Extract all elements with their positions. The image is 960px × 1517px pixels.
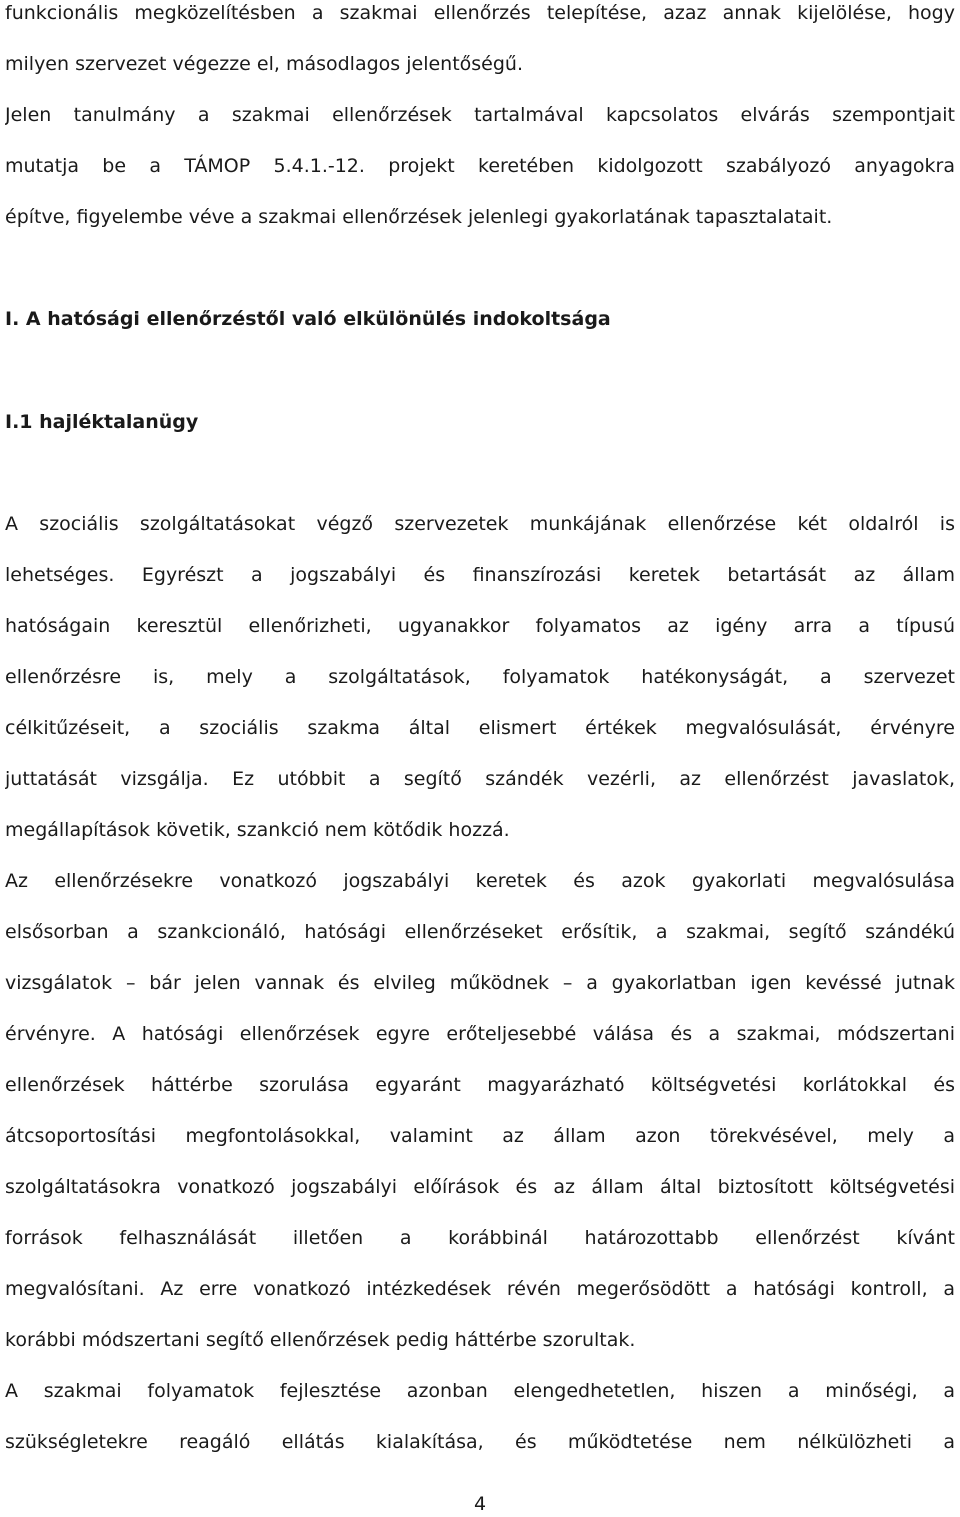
paragraph-line: építve, figyelembe véve a szakmai ellenőrzések jelenlegi gyakorlatának tapasztalatait.	[5, 206, 833, 228]
body-line: korábbi módszertani segítő ellenőrzések pedig háttérbe szorultak.	[5, 1329, 636, 1351]
body-line: források felhasználását illetően a korábbinál határozottabb ellenőrzést kívánt	[5, 1227, 955, 1249]
body-line: vizsgálatok – bár jelen vannak és elvileg működnek – a gyakorlatban igen kevéssé jutnak	[5, 972, 955, 994]
body-line: átcsoportosítási megfontolásokkal, valamint az állam azon törekvésével, mely a	[5, 1125, 955, 1147]
body-line: megállapítások követik, szankció nem kötődik hozzá.	[5, 819, 510, 841]
body-line: szükségletekre reagáló ellátás kialakítása, és működtetése nem nélkülözheti a	[5, 1431, 955, 1453]
paragraph-line: funkcionális megközelítésben a szakmai ellenőrzés telepítése, azaz annak kijelölése, hogy	[5, 2, 955, 24]
body-line: elsősorban a szankcionáló, hatósági ellenőrzéseket erősítik, a szakmai, segítő szándékú	[5, 921, 955, 943]
body-line: A szakmai folyamatok fejlesztése azonban elengedhetetlen, hiszen a minőségi, a	[5, 1380, 955, 1402]
body-line: ellenőrzések háttérbe szorulása egyaránt magyarázható költségvetési korlátokkal és	[5, 1074, 955, 1096]
paragraph-line: mutatja be a TÁMOP 5.4.1.-12. projekt keretében kidolgozott szabályozó anyagokra	[5, 155, 955, 177]
body-line: Az ellenőrzésekre vonatkozó jogszabályi keretek és azok gyakorlati megvalósulása	[5, 870, 955, 892]
page-number: 4	[473, 1493, 487, 1515]
body-line: hatóságain keresztül ellenőrizheti, ugyanakkor folyamatos az igény arra a típusú	[5, 615, 955, 637]
paragraph-line: Jelen tanulmány a szakmai ellenőrzések tartalmával kapcsolatos elvárás szempontjait	[5, 104, 955, 126]
body-line: juttatását vizsgálja. Ez utóbbit a segítő szándék vezérli, az ellenőrzést javaslatok,	[5, 768, 955, 790]
body-line: lehetséges. Egyrészt a jogszabályi és finanszírozási keretek betartását az állam	[5, 564, 955, 586]
body-line: megvalósítani. Az erre vonatkozó intézkedések révén megerősödött a hatósági kontroll, a	[5, 1278, 955, 1300]
body-line: érvényre. A hatósági ellenőrzések egyre erőteljesebbé válása és a szakmai, módszertani	[5, 1023, 955, 1045]
subsection-heading: I.1 hajléktalanügy	[5, 411, 199, 433]
section-heading: I. A hatósági ellenőrzéstől való elkülönülés indokoltsága	[5, 308, 611, 330]
body-line: célkitűzéseit, a szociális szakma által elismert értékek megvalósulását, érvényre	[5, 717, 955, 739]
body-line: A szociális szolgáltatásokat végző szervezetek munkájának ellenőrzése két oldalról is	[5, 513, 955, 535]
paragraph-line: milyen szervezet végezze el, másodlagos jelentőségű.	[5, 53, 524, 75]
body-line: ellenőrzésre is, mely a szolgáltatások, folyamatok hatékonyságát, a szervezet	[5, 666, 955, 688]
body-line: szolgáltatásokra vonatkozó jogszabályi előírások és az állam által biztosított költségvetési	[5, 1176, 955, 1198]
